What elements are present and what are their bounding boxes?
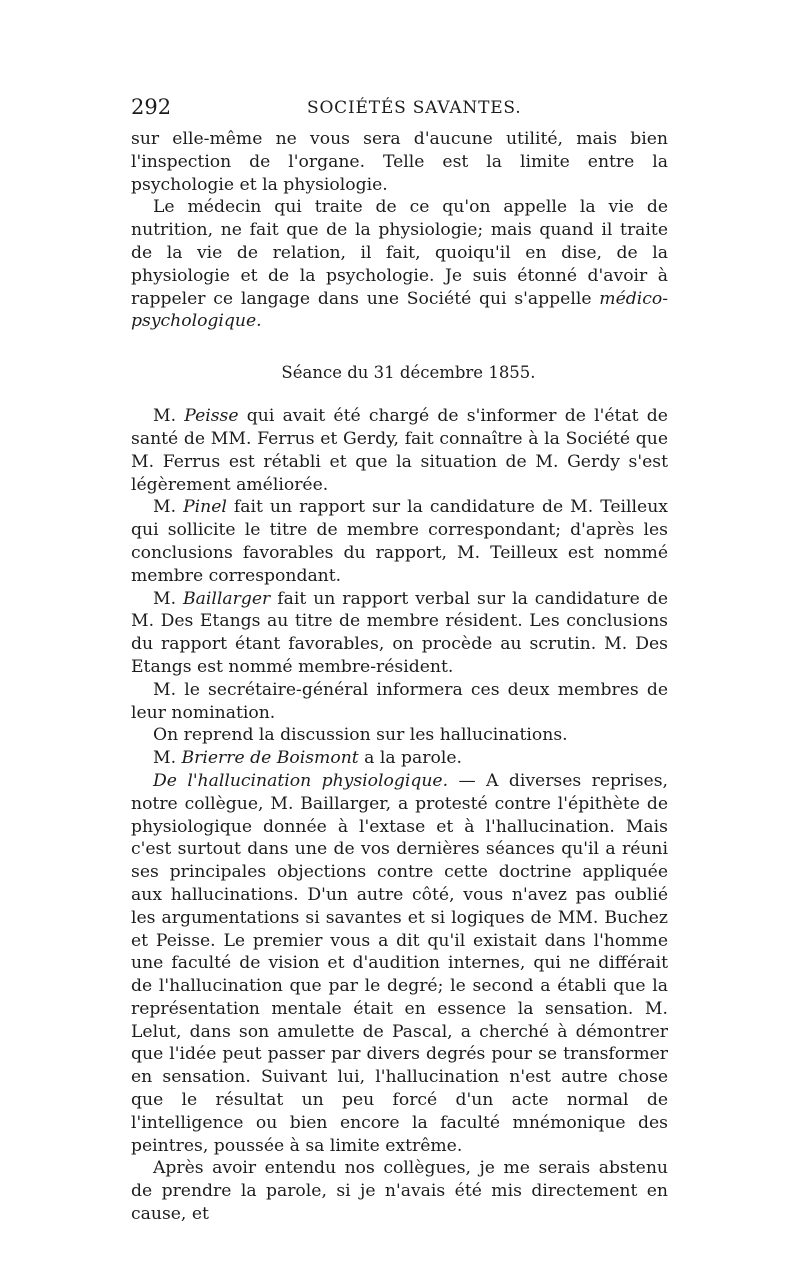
paragraph-4-text: fait un rapport sur la candidature de M. Teilleux qui sollicite le titre de membre correspondant; d'après les conclusions favorables du rapport, M. Teilleux est nommé membre correspondant. bbox=[131, 497, 668, 586]
paragraph-9-text: — A diverses reprises, notre collègue, M. Baillarger, a protesté contre l'épithète de physiologique donnée à l'extase et à l'hallucination. Mais c'est surtout dans une de vos dernières séances qu'il a réuni ses principales objections contre cette doctrine appliquée aux hallucinations. D'un autre côté, vous n'avez pas oublié les argumentations si savantes et si logiques de MM. Buchez et Peisse. Le premier vous a dit qu'il existait dans l'homme une faculté de vision et d'audition internes, qui ne différait de l'hallucination que par le degré; le second a établi que la représentation mentale était en essence la sensation. M. Lelut, dans son amulette de Pascal, a cherché à démontrer que l'idée peut passer par divers degrés pour se transformer en sensation. Suivant lui, l'hallucination n'est autre chose que le résultat un peu forcé d'un acte normal de l'intelligence ou bien encore la faculté mnémonique des peintres, poussée à sa limite extrême. bbox=[131, 770, 668, 1156]
paragraph-6 bbox=[131, 679, 668, 725]
paragraph-9-title: De l'hallucination physiologique. bbox=[153, 770, 449, 791]
running-header bbox=[131, 92, 668, 122]
paragraph-6-text: M. le secrétaire-général informera ces deux membres de leur nomination. bbox=[131, 679, 668, 723]
paragraph-3-name: Peisse bbox=[184, 406, 239, 427]
page-number: 292 bbox=[131, 95, 172, 119]
paragraph-8-name: Brierre de Boismont bbox=[181, 748, 359, 769]
paragraph-3 bbox=[131, 405, 668, 496]
paragraph-7 bbox=[131, 724, 668, 747]
paragraph-5 bbox=[131, 588, 668, 679]
paragraph-10 bbox=[131, 1157, 668, 1225]
paragraph-5-name: Baillarger bbox=[183, 588, 271, 609]
paragraph-8-text: a la parole. bbox=[364, 748, 463, 769]
book-page bbox=[131, 92, 668, 1226]
paragraph-1-text: sur elle-même ne vous sera d'aucune utilité, mais bien l'inspection de l'organe. Telle est la limite entre la psychologie et la physiologie. bbox=[131, 129, 668, 195]
paragraph-3-text: qui avait été chargé de s'informer de l'état de santé de MM. Ferrus et Gerdy, fait connaître à la Société que M. Ferrus est rétabli et que la situation de M. Gerdy s'est légèrement améliorée. bbox=[131, 406, 668, 495]
running-title: SOCIÉTÉS SAVANTES. bbox=[307, 98, 522, 118]
paragraph-2-text: Le médecin qui traite de ce qu'on appelle la vie de nutrition, ne fait que de la physiologie; mais quand il traite de la vie de relation, il fait, quoiqu'il en dise, de la physiologie et de la psychologie. Je suis étonné d'avoir à rappeler ce langage dans une Société qui s'appelle bbox=[131, 197, 668, 309]
session-heading: Séance du 31 décembre 1855. bbox=[281, 363, 536, 383]
paragraph-4-prefix: M. bbox=[153, 497, 177, 518]
paragraph-1 bbox=[131, 128, 668, 196]
paragraph-10-text: Après avoir entendu nos collègues, je me serais abstenu de prendre la parole, si je n'avais été mis directement en cause, et bbox=[131, 1158, 668, 1225]
paragraph-5-prefix: M. bbox=[153, 588, 177, 609]
paragraph-8-prefix: M. bbox=[153, 748, 177, 769]
paragraph-5-text: fait un rapport verbal sur la candidature de M. Des Etangs au titre de membre résident. Les conclusions du rapport étant favorables, on procède au scrutin. M. Des Etangs est nommé membre-résident. bbox=[131, 588, 668, 677]
paragraph-4-name: Pinel bbox=[183, 497, 227, 518]
paragraph-7-text: On reprend la discussion sur les hallucinations. bbox=[153, 725, 568, 746]
paragraph-2 bbox=[131, 196, 668, 333]
paragraph-3-prefix: M. bbox=[153, 406, 177, 427]
paragraph-8 bbox=[131, 747, 668, 770]
paragraph-9 bbox=[131, 770, 668, 1158]
paragraph-2-italic: médico-psychologique. bbox=[131, 288, 669, 332]
paragraph-4 bbox=[131, 496, 668, 587]
